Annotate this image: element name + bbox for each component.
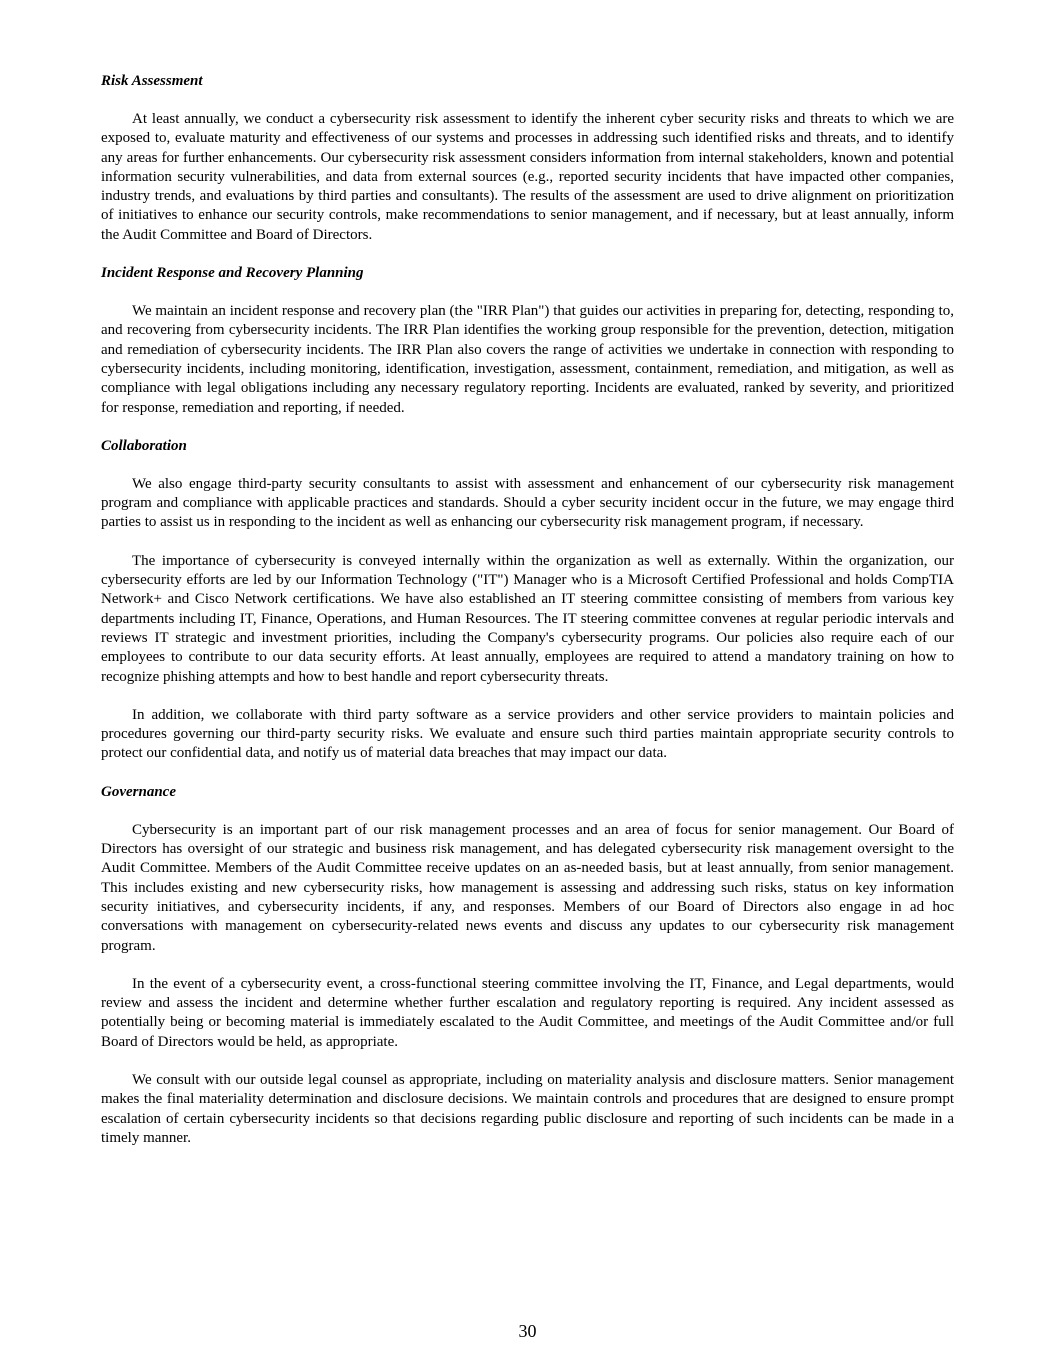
paragraph: In addition, we collaborate with third party software as a service providers and other service providers to maintain policies and procedures governing our third-party security risks. We evaluate and ensure such third parties maintain appropriate security controls to protect our confidential data, and notify us of material data breaches that may impact our data. — [101, 706, 954, 762]
paragraph: Cybersecurity is an important part of our risk management processes and an area of focus for senior management. Our Board of Directors has oversight of our strategic and business risk management, and has delegated cybersecurity risk management oversight to the Audit Committee. Members of the Audit Committee receive updates on an as-needed basis, but at least annually, from senior management. This includes existing and new cybersecurity risks, how management is assessing and addressing such risks, status on key information security initiatives, and cybersecurity incidents, if any, and responses. Members of our Board of Directors also engage in ad hoc conversations with management on cybersecurity-related news events and discuss any updates to our cybersecurity risk management program. — [101, 821, 954, 954]
paragraph: We maintain an incident response and recovery plan (the "IRR Plan") that guides our activities in preparing for, detecting, responding to, and recovering from cybersecurity incidents. The IRR Plan identifies the working group responsible for the prevention, detection, mitigation and remediation of cybersecurity incidents. The IRR Plan also covers the range of activities we undertake in connection with responding to cybersecurity incidents, including monitoring, identification, investigation, assessment, containment, remediation, and mitigation, as well as compliance with legal obligations including any necessary regulatory reporting. Incidents are evaluated, ranked by severity, and prioritized for response, remediation and reporting, if needed. — [101, 303, 954, 416]
section-risk-assessment — [101, 72, 954, 245]
document-page — [101, 72, 954, 1167]
section-collaboration — [101, 437, 954, 764]
paragraph: We consult with our outside legal counsel as appropriate, including on materiality analysis and disclosure matters. Senior management makes the final materiality determination and disclosure decisions. We maintain controls and procedures that are designed to ensure prompt escalation of certain cybersecurity incidents so that decisions regarding public disclosure and reporting of such incidents can be made in a timely manner. — [101, 1071, 954, 1146]
section-heading: Governance — [101, 783, 176, 800]
paragraph: We also engage third-party security consultants to assist with assessment and enhancement of our cybersecurity risk management program and compliance with applicable practices and standards. Should a cyber security incident occur in the future, we may engage third parties to assist us in responding to the incident as well as enhancing our cybersecurity risk management program, if necessary. — [101, 475, 954, 531]
paragraph: In the event of a cybersecurity event, a cross-functional steering committee involving the IT, Finance, and Legal departments, would review and assess the incident and determine whether further escalation and regulatory reporting is required. Any incident assessed as potentially being or becoming material is immediately escalated to the Audit Committee, and meetings of the Audit Committee and/or full Board of Directors would be held, as appropriate. — [101, 975, 954, 1050]
section-heading: Incident Response and Recovery Planning — [101, 265, 364, 282]
page-number: 30 — [518, 1321, 537, 1341]
section-incident-response — [101, 264, 954, 418]
paragraph: At least annually, we conduct a cybersecurity risk assessment to identify the inherent cyber security risks and threats to which we are exposed to, evaluate maturity and effectiveness of our systems and processes in addressing such identified risks and threats, and to identify any areas for further enhancements. Our cybersecurity risk assessment considers information from internal stakeholders, known and potential information security vulnerabilities, and data from external sources (e.g., reported security incidents that have impacted other companies, industry trends, and evaluations by third parties and consultants). The results of the assessment are used to drive alignment on prioritization of initiatives to enhance our security controls, make recommendations to senior management, and if necessary, but at least annually, inform the Audit Committee and Board of Directors. — [101, 111, 954, 243]
section-heading: Collaboration — [101, 437, 187, 454]
section-heading: Risk Assessment — [101, 73, 203, 89]
paragraph: The importance of cybersecurity is conveyed internally within the organization as well as externally. Within the organization, our cybersecurity efforts are led by our Information Technology ("IT") Manager who is a Microsoft Certified Professional and holds CompTIA Network+ and Cisco Network certifications. We have also established an IT steering committee consisting of members from various key departments including IT, Finance, Operations, and Human Resources. The IT steering committee convenes at regular periodic intervals and reviews IT strategic and investment priorities, including the Company's cybersecurity programs. Our policies also require each of our employees to contribute to our data security efforts. At least annually, employees are required to attend a mandatory training on how to recognize phishing attempts and how to best handle and report cybersecurity threats. — [101, 552, 954, 685]
section-governance — [101, 783, 954, 1148]
